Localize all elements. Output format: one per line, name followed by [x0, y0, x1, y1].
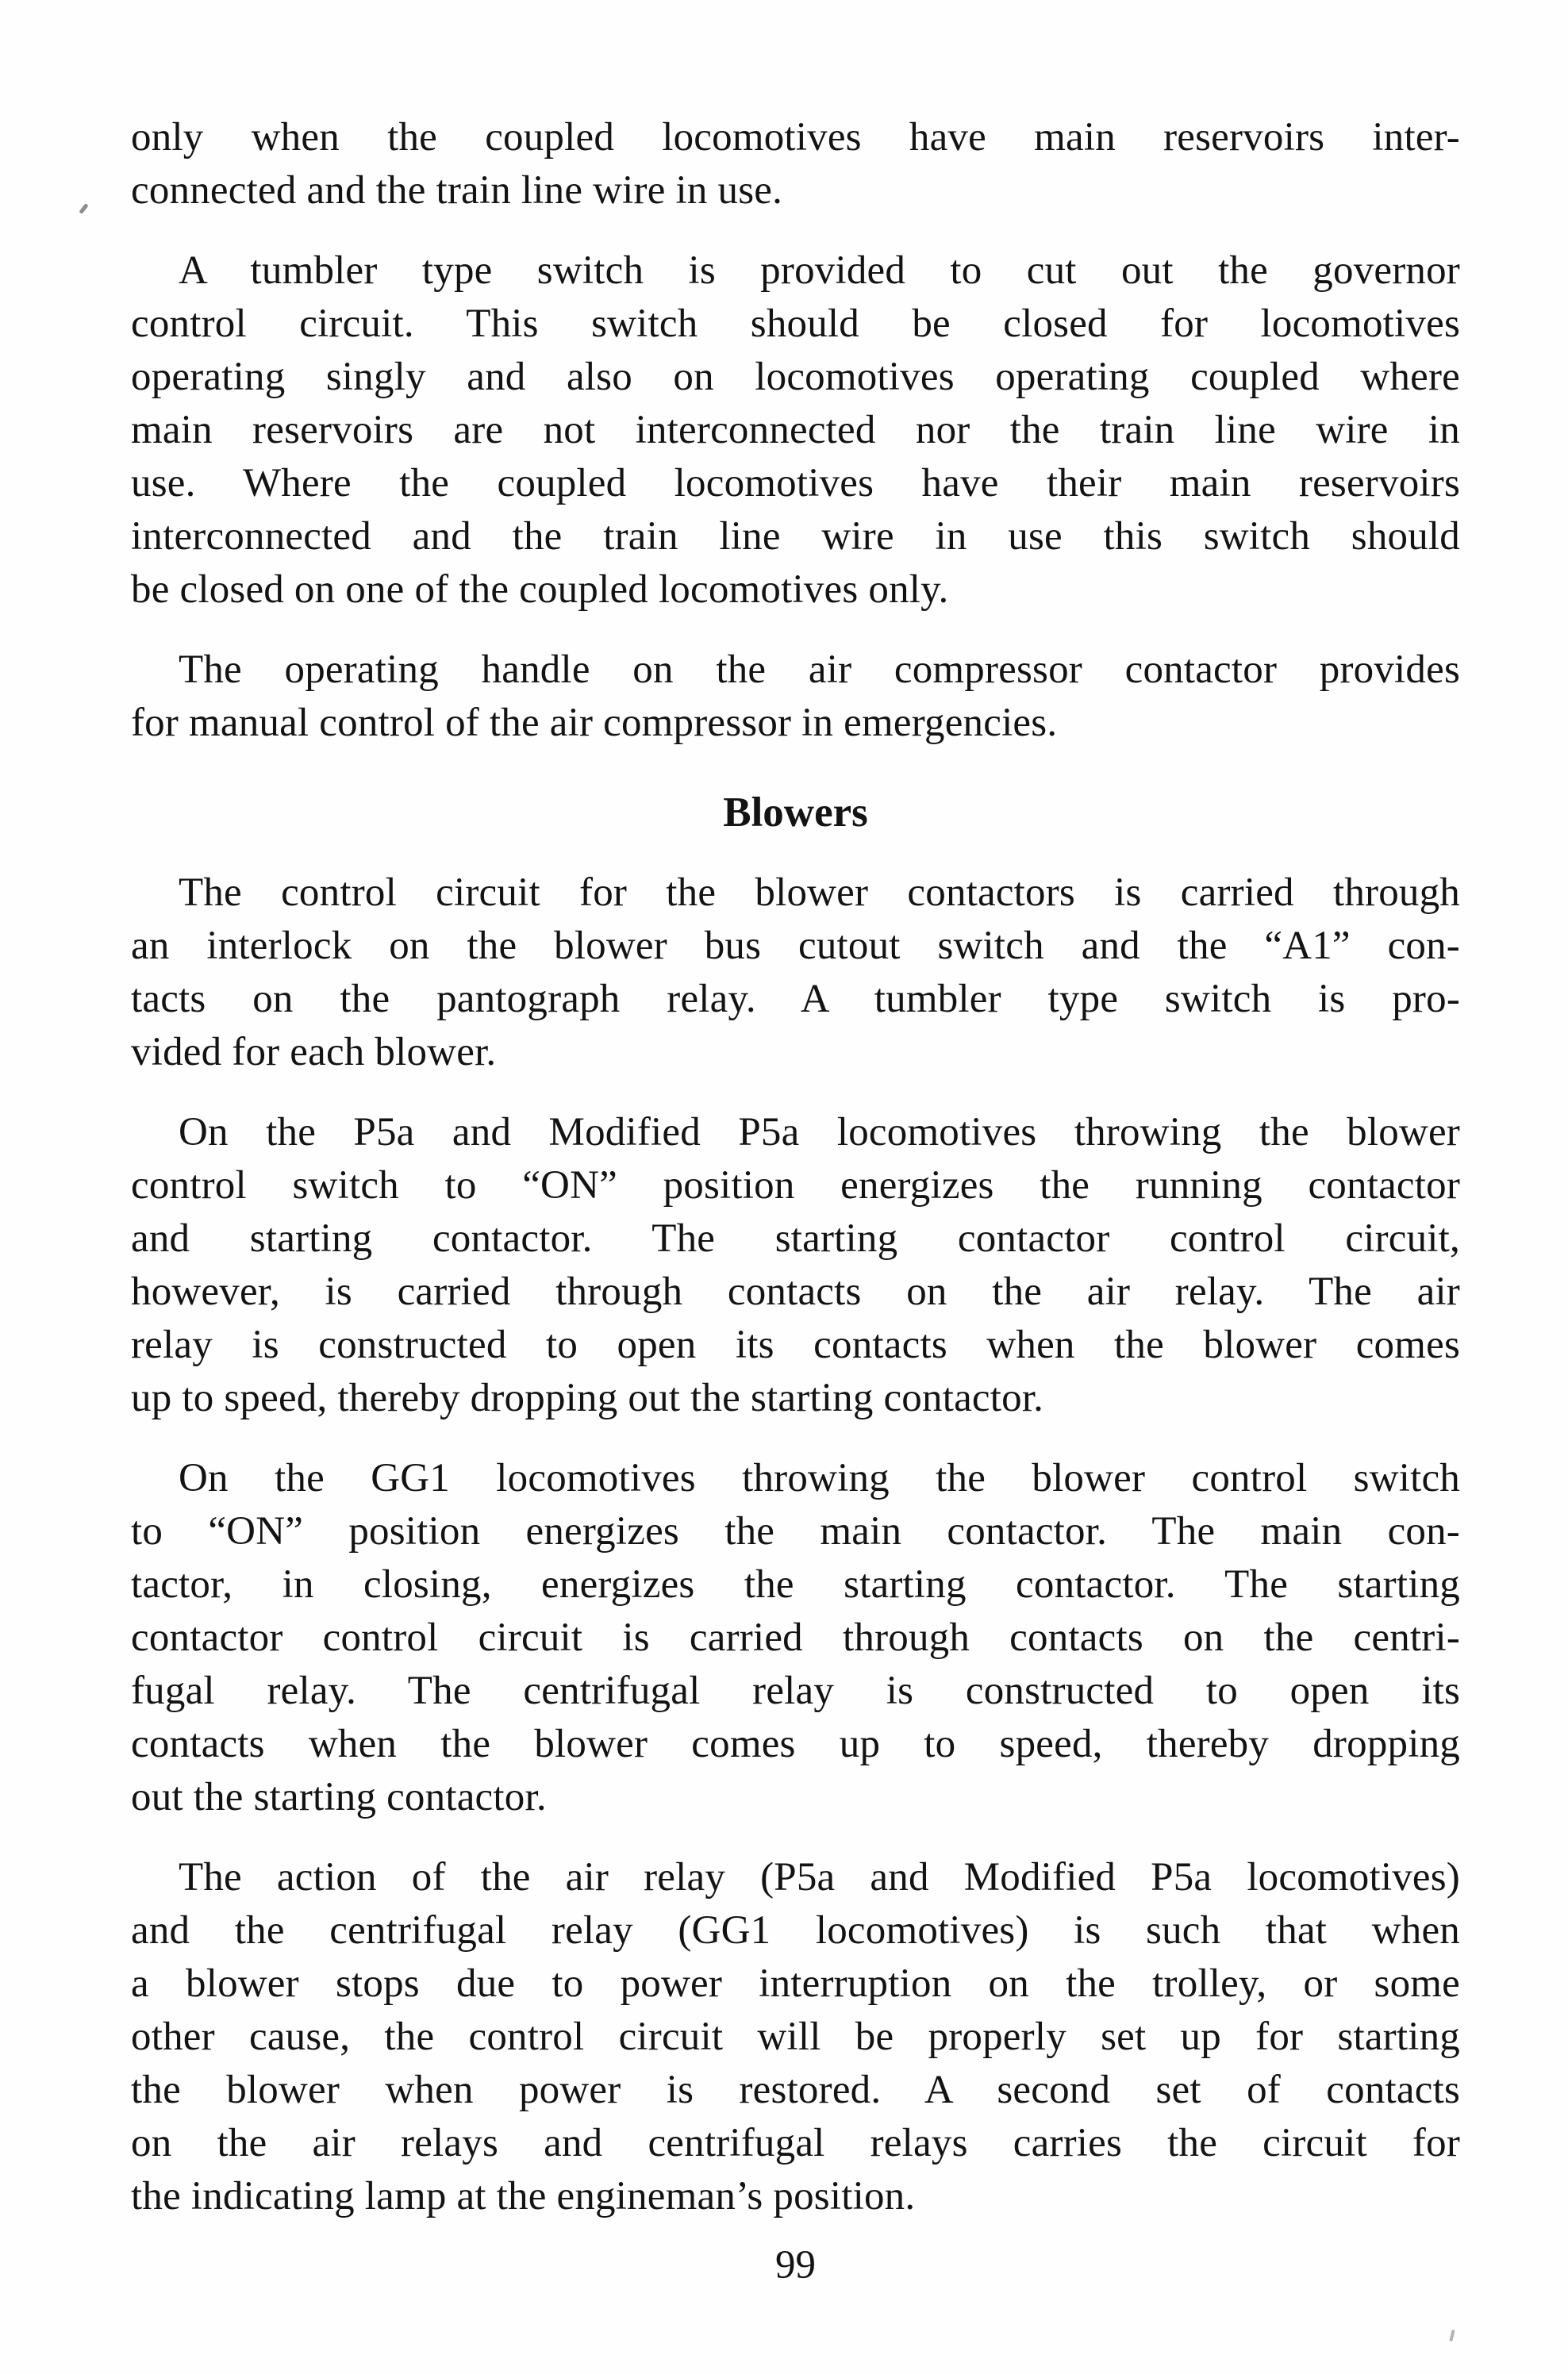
paragraph — [131, 1851, 1460, 2223]
paragraph — [131, 1452, 1460, 1824]
text-line: on the air relays and centrifugal relays carries the circuit for — [131, 2121, 1460, 2165]
text-line: an interlock on the blower bus cutout switch and the “A1” con- — [131, 924, 1460, 968]
text-line: to “ON” position energizes the main contactor. The main con- — [131, 1509, 1460, 1554]
scan-speck-icon — [79, 203, 89, 214]
text-line: tactor, in closing, energizes the starting contactor. The starting — [131, 1562, 1460, 1607]
text-line: only when the coupled locomotives have main reservoirs inter- — [131, 115, 1460, 159]
text-line: and the centrifugal relay (GG1 locomotives) is such that when — [131, 1908, 1460, 1953]
text-line: control circuit. This switch should be closed for locomotives — [131, 302, 1460, 346]
paragraph — [131, 643, 1460, 750]
text-line: the indicating lamp at the engineman’s position. — [131, 2174, 916, 2218]
text-line: vided for each blower. — [131, 1030, 497, 1074]
text-line: connected and the train line wire in use. — [131, 168, 783, 213]
text-line: contacts when the blower comes up to speed, thereby dropping — [131, 1722, 1460, 1766]
text-line: up to speed, thereby dropping out the starting contactor. — [131, 1376, 1044, 1420]
paragraph — [131, 244, 1460, 617]
text-line: a blower stops due to power interruption on the trolley, or some — [131, 1961, 1460, 2006]
text-line: tacts on the pantograph relay. A tumbler type switch is pro- — [131, 977, 1460, 1021]
paragraph — [131, 866, 1460, 1079]
text-line: On the P5a and Modified P5a locomotives throwing the blower — [179, 1110, 1460, 1154]
text-line: The control circuit for the blower contactors is carried through — [179, 870, 1460, 915]
text-line: and starting contactor. The starting contactor control circuit, — [131, 1216, 1460, 1261]
text-line: interconnected and the train line wire in use this switch should — [131, 514, 1460, 559]
text-line: contactor control circuit is carried through contacts on the centri- — [131, 1615, 1460, 1660]
paragraph — [131, 111, 1460, 217]
text-line: control switch to “ON” position energizes the running contactor — [131, 1163, 1460, 1208]
text-line: operating singly and also on locomotives operating coupled where — [131, 355, 1460, 399]
text-line: the blower when power is restored. A second set of contacts — [131, 2068, 1460, 2112]
text-line: other cause, the control circuit will be properly set up for starting — [131, 2015, 1460, 2059]
text-line: for manual control of the air compressor in emergencies. — [131, 701, 1058, 745]
text-line: A tumbler type switch is provided to cut out the governor — [179, 248, 1460, 293]
text-line: out the starting contactor. — [131, 1775, 547, 1819]
text-line: fugal relay. The centrifugal relay is constructed to open its — [131, 1669, 1460, 1713]
paragraph — [131, 1106, 1460, 1425]
text-line: however, is carried through contacts on the air relay. The air — [131, 1270, 1460, 1314]
text-line: be closed on one of the coupled locomotives only. — [131, 567, 949, 612]
text-line: The action of the air relay (P5a and Modified P5a locomotives) — [179, 1855, 1460, 1900]
scan-speck-icon — [1449, 2330, 1455, 2342]
text-line: The operating handle on the air compressor contactor provides — [179, 647, 1460, 692]
section-heading: Blowers — [723, 789, 868, 836]
text-line: use. Where the coupled locomotives have their main reservoirs — [131, 461, 1460, 505]
page-number: 99 — [775, 2243, 816, 2288]
text-line: relay is constructed to open its contacts when the blower comes — [131, 1323, 1460, 1367]
text-line: On the GG1 locomotives throwing the blower control switch — [179, 1456, 1460, 1500]
text-line: main reservoirs are not interconnected nor the train line wire in — [131, 408, 1460, 452]
text-column — [131, 111, 1460, 2223]
